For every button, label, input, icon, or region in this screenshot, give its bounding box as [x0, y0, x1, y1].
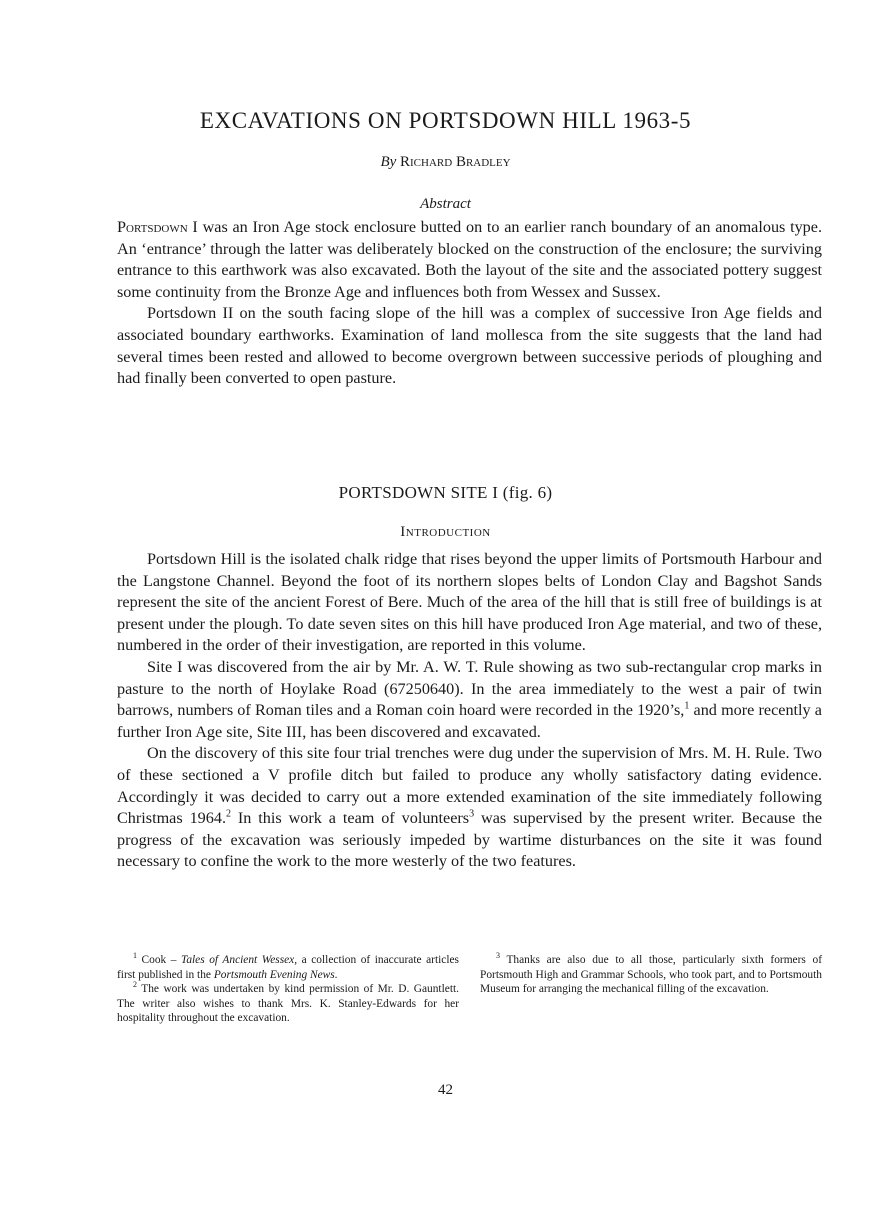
footnote-1-text-c: . [334, 968, 338, 981]
footnote-2 [117, 982, 459, 1026]
footnote-2-text: The work was undertaken by kind permission of Mr. D. Gauntlett. The writer also wishes to thank Mrs. K. Stanley-Edwards for her hospitality throughout the excavation. [117, 983, 459, 1025]
footnote-1-mark: 1 [133, 951, 137, 961]
introduction-body [117, 549, 822, 873]
footnote-1-publication: Portsmouth Evening News [213, 968, 335, 981]
footnote-3 [480, 953, 822, 997]
section-heading: PORTSDOWN SITE I (fig. 6) [338, 483, 553, 502]
footnote-ref-3: 3 [469, 808, 475, 820]
footnote-ref-1: 1 [684, 700, 690, 712]
byline-by: By [380, 154, 397, 170]
footnote-3-mark: 3 [496, 951, 500, 961]
footnote-1-text-b: , a collection of inaccurate articles first published in the [117, 954, 459, 981]
footnote-1-text-a: Cook – [137, 954, 182, 966]
intro-p3-text-a: On the discovery of this site four trial trenches were dug under the supervision of Mrs. M. H. Rule. Two of these sectioned a V profile ditch but failed to produce any wholly satisfactory dating evidence. Accordingly it was decided to carry out a more extended examination of the site immediately following Christmas 1964. [117, 744, 822, 828]
byline [0, 154, 891, 171]
footnote-2-mark: 2 [133, 980, 137, 990]
footnotes-left-column [117, 953, 459, 1026]
footnote-1 [117, 953, 459, 982]
section-subheading: Introduction [400, 524, 491, 540]
intro-paragraph-1: Portsdown Hill is the isolated chalk ridge that rises beyond the upper limits of Portsmouth Harbour and the Langstone Channel. Beyond the foot of its northern slopes belts of London Clay and Bagshot Sands represent the site of the ancient Forest of Bere. Much of the area of the hill that is still free of buildings is at present under the plough. To date seven sites on this hill have produced Iron Age material, and two of these, numbered in the order of their investigation, are reported in this volume. [117, 550, 822, 655]
intro-paragraph-2 [117, 657, 822, 743]
abstract-p1-text: I was an Iron Age stock enclosure butted on to an earlier ranch boundary of an anomalous type. An ‘entrance’ through the latter was deliberately blocked on the construction of the enclosure; the surviving entrance to this earthwork was also excavated. Both the layout of the site and the associated pottery suggest some continuity from the Bronze Age and influences both from Wessex and Sussex. [117, 218, 822, 301]
intro-p3-text-b: In this work a team of volunteers [231, 809, 470, 828]
article-title: EXCAVATIONS ON PORTSDOWN HILL 1963-5 [199, 108, 692, 133]
abstract-paragraph-2: Portsdown II on the south facing slope of the hill was a complex of successive Iron Age fields and associated boundary earthworks. Examination of land mollesca from the site suggests that the land had several times been rested and allowed to become overgrown between successive periods of ploughing and had finally been converted to open pasture. [117, 304, 822, 388]
intro-p2-text-b: and more recently a further Iron Age site, Site III, has been discovered and excavated. [117, 701, 822, 741]
footnote-3-text: Thanks are also due to all those, particularly sixth formers of Portsmouth High and Grammar Schools, who took part, and to Portsmouth Museum for arranging the mechanical filling of the excavation. [480, 954, 822, 996]
footnote-1-book-title: Tales of Ancient Wessex [181, 954, 295, 966]
abstract-paragraph-1 [117, 217, 822, 303]
intro-p3-text-c: was supervised by the present writer. Because the progress of the excavation was seriously impeded by wartime disturbances on the site it was found necessary to confine the work to the more westerly of the two features. [117, 809, 823, 871]
author-name: Richard Bradley [400, 154, 511, 170]
page-number: 42 [438, 1082, 453, 1098]
intro-p2-text-a: Site I was discovered from the air by Mr. A. W. T. Rule showing as two sub-rectangular crop marks in pasture to the north of Hoylake Road (67250640). In the area immediately to the west a pair of twin barrows, numbers of Roman tiles and a Roman coin hoard were recorded in the 1920’s, [117, 657, 822, 720]
intro-paragraph-3 [117, 743, 822, 873]
footnotes-right-column [480, 953, 822, 1026]
abstract-heading: Abstract [420, 196, 471, 212]
footnote-ref-2: 2 [226, 808, 231, 820]
footnotes [117, 953, 822, 1026]
abstract-lead-word: Portsdown [117, 218, 188, 236]
abstract-body [117, 217, 822, 390]
